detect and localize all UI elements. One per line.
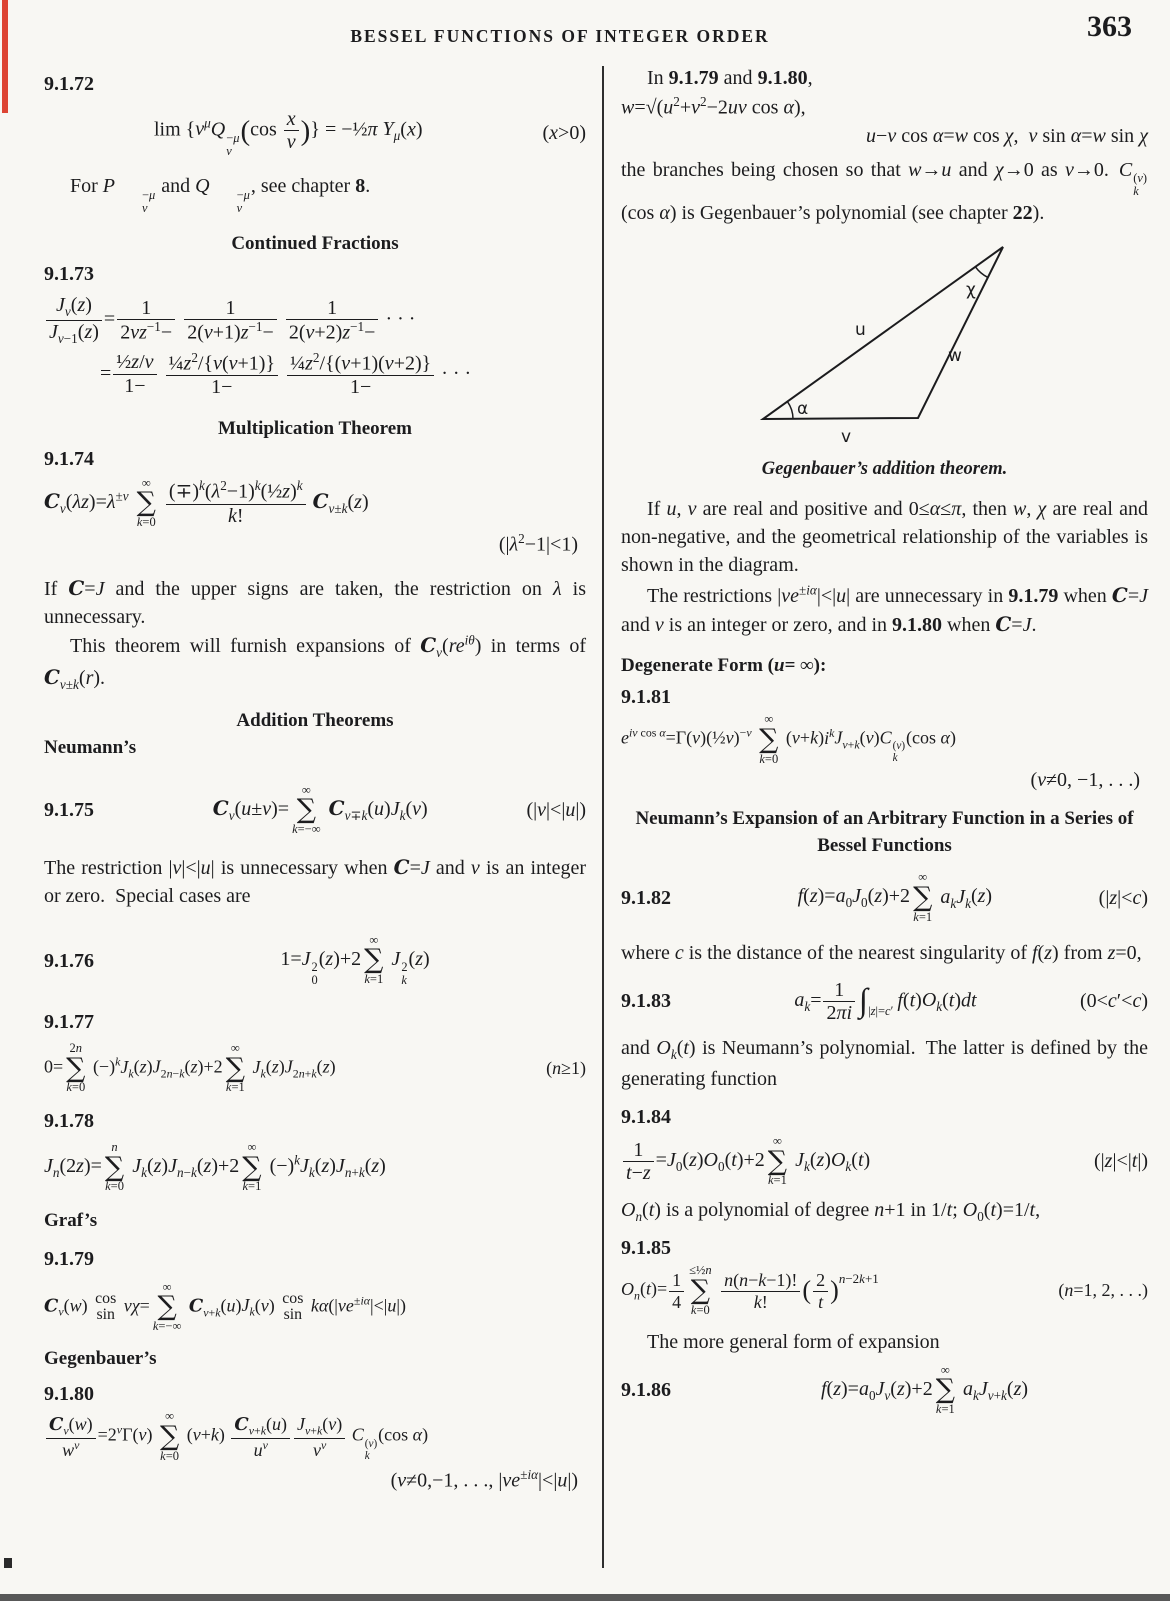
eq-number-9-1-73: 9.1.73 — [44, 263, 94, 286]
constraint-9-1-80: (ν≠0,−1, . . ., $|ve^{\pm i\alpha}|<|u|$) — [390, 1466, 578, 1492]
formula-9-1-73-line2 — [44, 351, 586, 398]
formula-9-1-73-line1 — [44, 294, 586, 347]
formula-9-1-79 — [44, 1281, 586, 1334]
page-number: 363 — [1087, 10, 1132, 43]
formula-9-1-82 — [621, 871, 1148, 924]
left-column — [44, 58, 586, 1494]
formula-9-1-76 — [44, 934, 586, 988]
formula: $\frac{C_\nu(w)}{w^\nu}$ $=2^\nu\Gamma(\nu)$ ∞ ∑ k=0 (ν+k) $\frac{C_{\nu+k}(u)}{u^\nu}$ $\frac{J_{\nu+k}(v)}{v^\nu}$ C (ν) k (cos α) — [44, 1410, 586, 1463]
subheading-neumanns: Neumann’s — [44, 736, 137, 758]
paragraph-restriction-special-cases: The restriction |v|<|u| is unnecessary when C=J and ν is an integer or zero. Special cases are — [44, 854, 586, 907]
angle-chi-label: χ — [966, 279, 976, 300]
subheading-grafs: Graf’s — [44, 1210, 98, 1232]
subheading-gegenbauers: Gegenbauer’s — [44, 1347, 157, 1369]
paragraph-more-general-form: The more general form of expansion — [647, 1330, 940, 1353]
formula: $\frac{J_\nu(z)}{J_{\nu-1}(z)}$ = $\frac{1}{2\nu z^{-1}-}$ $\frac{1}{2(\nu+1)z^{-1}-}$ $\frac{1}{2(\nu+2)z^{-1}-}$ · · · — [44, 294, 586, 347]
formula-9-1-74 — [44, 477, 586, 530]
heading-addition-theorems: Addition Theorems — [236, 710, 394, 732]
formula: $a_k=$ $\frac{1}{2\pi i}$ $\int_{|z|=c'}$ $f(t)O_k(t)dt$ — [794, 978, 977, 1024]
formula-9-1-80 — [44, 1410, 586, 1463]
eq-number-9-1-78: 9.1.78 — [44, 1109, 94, 1132]
formula-9-1-83 — [621, 979, 1148, 1025]
formula: = $\frac{\text{½z/ν}}{1-}$ $\frac{\frac{1}{4}z^2/\{\nu(\nu+1)\}}{1-}$ $\frac{\frac{1}{4}z^2/\{(\nu+1)(\nu+2)\}}{1-}$ · · · — [100, 349, 472, 398]
triangle-diagram — [621, 233, 1148, 445]
heading-multiplication-theorem: Multiplication Theorem — [217, 418, 413, 440]
formula: $O_n(t)=$ $\frac{1}{4}$ ≤½n ∑ k=0 $\frac{n(n-k-1)!}{k!}$ ( $\frac{2}{t}$ )$^{n-2k+1}$ — [621, 1263, 879, 1317]
formula: $\lim \{\nu^\mu Q$ −μ ν (cos $\frac{x}{\nu}$ )} = −½π $Y_\mu(x)$ — [153, 108, 423, 159]
scan-bottom-bar — [0, 1594, 1170, 1601]
eq-number: 9.1.82 — [621, 887, 671, 909]
eq-number: 9.1.76 — [44, 949, 94, 972]
eq-number-9-1-85: 9.1.85 — [621, 1237, 671, 1260]
paragraph-in-9179-9180: In 9.1.79 and 9.1.80, — [647, 67, 813, 89]
constraint: (0<c′<c) — [1079, 990, 1148, 1013]
right-column — [621, 58, 1148, 1417]
eq-number-9-1-77: 9.1.77 — [44, 1010, 94, 1033]
eq-number-9-1-81: 9.1.81 — [621, 686, 671, 709]
gegenbauer-triangle-figure — [621, 233, 1148, 483]
eq-number-9-1-84: 9.1.84 — [621, 1105, 671, 1128]
heading-neumanns-expansion: Neumann’s Expansion of an Arbitrary Function in a Series of Bessel Functions — [635, 808, 1134, 856]
constraint: (|z|<|t|) — [1094, 1150, 1148, 1173]
formula-9-1-78 — [44, 1141, 586, 1194]
eq-number: 9.1.75 — [44, 799, 94, 822]
formula: u−v cos α=w cos χ, v sin α=w sin χ — [866, 124, 1148, 147]
paragraph-polynomial-degree: $O_n(t)$ is a polynomial of degree n+1 in 1/t; $O_0(t)=1/t$, — [621, 1198, 1041, 1224]
figure-caption: Gegenbauer’s addition theorem. — [761, 458, 1008, 479]
side-u-label: u — [855, 319, 866, 340]
formula: $f(z)=a_0J_\nu(z)+2$ ∞ ∑ k=1 $a_kJ_{\nu+k}(z)$ — [820, 1362, 1029, 1416]
column-divider-rule — [602, 66, 604, 1568]
formula-9-1-75 — [44, 784, 586, 837]
formula-9-1-84 — [621, 1135, 1148, 1188]
constraint: (n≥1) — [546, 1057, 586, 1078]
side-v-label: v — [841, 426, 852, 445]
running-head: BESSEL FUNCTIONS OF INTEGER ORDER — [350, 26, 770, 46]
paragraph-neumanns-polynomial: and $O_k(t)$ is Neumann’s polynomial. The latter is defined by the generating function — [621, 1037, 1148, 1090]
scan-speck — [4, 1558, 12, 1568]
eq-number: 9.1.83 — [621, 990, 671, 1013]
constraint: (|v|<|u|) — [526, 799, 586, 822]
paragraph-real-positive: If u, v are real and positive and 0≤α≤π, then w, χ are real and non-negative, and the geometrical relationship of the variables is shown in the diagram. — [621, 497, 1149, 576]
formula-9-1-86 — [621, 1364, 1148, 1417]
scan-red-edge-mark — [2, 0, 8, 113]
paragraph-see-chapter-8: For P −μ ν and Q −μ ν , see chapter 8. — [70, 175, 371, 216]
formula: $e^{iv cos \alpha}=\Gamma(\nu)(\frac{1}{2}v)^{-\nu}$ ∞ ∑ k=0 $(\nu+k)i^kJ_{\nu+k}(v)C$ (ν) k (cos α) — [621, 712, 956, 766]
formula: $C_\nu(\lambda z)=\lambda^{\pm\nu}$ ∞ ∑ k=0 $\frac{(\mp)^k(\lambda^2-1)^k(\frac{1}{2}z)^k}{k!}$ $C_{\nu\pm k}(z)$ — [44, 475, 369, 529]
formula-9-1-85 — [621, 1264, 1148, 1317]
constraint: (|z|<c) — [1098, 887, 1148, 909]
formula-w-definition — [621, 94, 1148, 120]
formula-9-1-72 — [44, 108, 586, 158]
constraint-9-1-74: $(|\lambda^2-1|<1)$ — [498, 530, 578, 556]
angle-alpha-label: α — [797, 398, 809, 419]
eq-number-9-1-79: 9.1.79 — [44, 1247, 94, 1270]
side-w-label: w — [948, 345, 962, 366]
formula: 0= 2n ∑ k=0 $(-)^kJ_k(z)J_{2n-k}(z)+2$ ∞ ∑ k=1 $J_k(z)J_{2n+k}(z)$ — [44, 1040, 336, 1095]
eq-number: 9.1.86 — [621, 1379, 671, 1402]
constraint: (n=1, 2, . . .) — [1058, 1280, 1148, 1301]
formula: $C_\nu(u\pm v)=$ ∞ ∑ k=−∞ $C_{\nu\mp k}(u)J_k(v)$ — [212, 782, 428, 836]
constraint-9-1-81: (ν≠0, −1, . . .) — [1030, 769, 1140, 792]
formula-branch-relations — [621, 124, 1148, 148]
constraint: (x>0) — [542, 122, 586, 145]
eq-number-9-1-80: 9.1.80 — [44, 1383, 94, 1406]
formula: $w=√(u^2+v^2-2uv$ cos α), — [621, 94, 806, 119]
formula-9-1-81 — [621, 713, 1148, 766]
paragraph-branches: the branches being chosen so that w→u and χ→0 as v→0. C (ν) k (cos α) is Gegenbauer’s polynomial (see chapter 22). — [621, 158, 1147, 224]
paragraph-restrictions-unnecessary: The restrictions $|ve^{\pm i\alpha}|<|u|$ are unnecessary in 9.1.79 when C=J and ν is an integer or zero, and in 9.1.80 when C=J. — [621, 581, 1148, 636]
eq-number-9-1-74: 9.1.74 — [44, 447, 94, 470]
formula: $C_\nu(w)$ cos sin νχ= ∞ ∑ k=−∞ $C_{\nu+k}(u)J_k(v)$ cos sin $k\alpha(|ve^{\pm i\alpha}|<|u|)$ — [44, 1279, 406, 1334]
paragraph-upper-signs: If C=J and the upper signs are taken, the restriction on λ is unnecessary. — [44, 576, 586, 629]
formula: 1=J 2 0 (z)+2 ∞ ∑ k=1 J 2 k (z) — [280, 932, 430, 988]
paragraph-nearest-singularity: where c is the distance of the nearest singularity of f(z) from z=0, — [621, 941, 1142, 964]
heading-degenerate-form: Degenerate Form (u= ∞): — [621, 654, 827, 676]
heading-continued-fractions: Continued Fractions — [231, 233, 399, 255]
formula: $f(z)=a_0J_0(z)+2$ ∞ ∑ k=1 $a_kJ_k(z)$ — [797, 870, 993, 924]
paragraph-theorem-furnish: This theorem will furnish expansions of $C_\nu(re^{i\theta})$ in terms of $C_{\nu\pm k}(r)$. — [44, 632, 586, 692]
formula-9-1-77 — [44, 1042, 586, 1095]
formula: $\frac{1}{t-z}$ $=J_0(z)O_0(t)+2$ ∞ ∑ k=1 $J_k(z)O_k(t)$ — [621, 1135, 1084, 1188]
eq-number-9-1-72: 9.1.72 — [44, 73, 94, 95]
formula: $J_n(2z)=$ n ∑ k=0 $J_k(z)J_{n-k}(z)+2$ ∞ ∑ k=1 $(-)^kJ_k(z)J_{n+k}(z)$ — [44, 1139, 386, 1194]
